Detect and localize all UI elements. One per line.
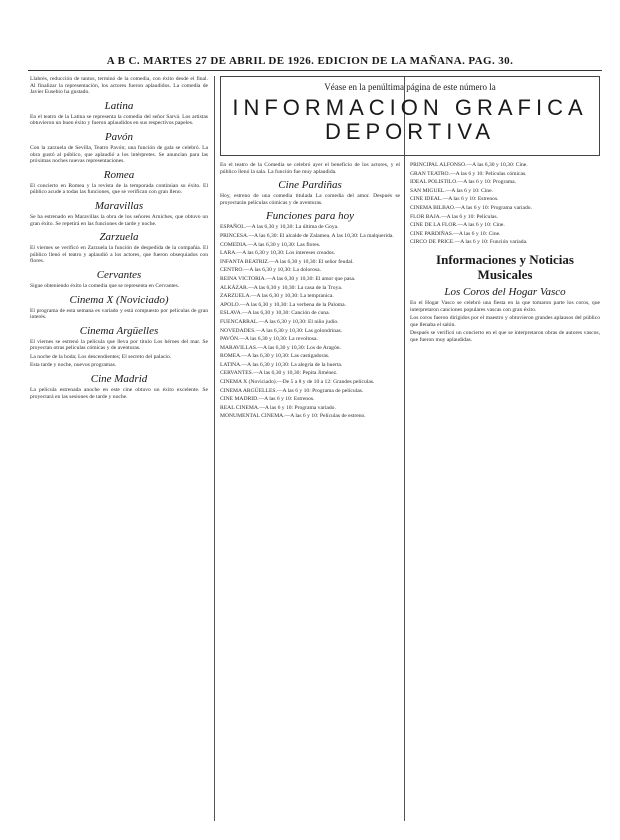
column-divider-left: [214, 76, 215, 821]
banner-title-line1: INFORMACION GRAFICA: [232, 95, 588, 120]
article-paragraph: ROMEA.—A las 6,30 y 10,30: Las castigadoras.: [220, 353, 330, 360]
article-paragraph: CERVANTES.—A las 6,30 y 10,30: Pepita Jiménez.: [220, 370, 338, 377]
article-section: [30, 269, 208, 290]
article-paragraph: SAN MIGUEL.—A las 6 y 10: Cine.: [410, 187, 493, 194]
article-paragraph: LATINA.—A las 6,30 y 10,30: La alegría de la huerta.: [220, 361, 343, 368]
section-title: Cinema Argüelles: [79, 324, 159, 337]
sports-banner: [220, 76, 600, 156]
article-section: [220, 162, 400, 175]
article-paragraph: CINEMA BILBAO.—A las 6 y 10: Programa variado.: [410, 204, 532, 211]
article-paragraph: ALKÁZAR.—A las 6,30 y 10,30: La casa de la Troya.: [220, 284, 343, 291]
article-paragraph: La noche de la boda; Los descendientes; El secreto del palacio.: [30, 353, 172, 360]
article-paragraph: FUENCARRAL.—A las 6,30 y 10,30: El niño judío.: [220, 318, 339, 325]
article-paragraph: CINE IDEAL.—A las 6 y 10: Estrenos.: [410, 196, 499, 203]
section-title: Cine Pardiñas: [278, 179, 342, 192]
section-title: Los Coros del Hogar Vasco: [444, 285, 566, 298]
section-title: Funciones para hoy: [266, 210, 354, 223]
article-paragraph: GRAN TEATRO.—A las 6 y 10: Películas cómicas.: [410, 170, 527, 177]
article-paragraph: CINEMA ARGÜELLES.—A las 6 y 10: Programa de películas.: [220, 387, 364, 394]
section-title: Informaciones y Noticias Musicales: [436, 251, 574, 282]
article-section: [30, 100, 208, 127]
article-paragraph: En el teatro de la Comedia se celebró ayer el beneficio de los actores, y el público llenó la sala. La función fue muy aplaudida.: [220, 162, 400, 175]
article-paragraph: Llabrés, reducción de tantos, terminó de la comedia, con éxito desde el final. Al finalizar la representación, los actores fueron aplaudidos. La comedia de Javier Eusebio ha gustado.: [30, 76, 208, 96]
article-paragraph: MARAVILLAS.—A las 6,30 y 10,30: Los de Aragón.: [220, 344, 341, 351]
article-paragraph: CIRCO DE PRICE.—A las 6 y 10: Función variada.: [410, 239, 528, 246]
article-paragraph: En el teatro de la Latina se representa la comedia del señor Sarvá. Los artistas obtuvieron un buen éxito y fueron aplaudidos en sus respectivos papeles.: [30, 113, 208, 127]
article-paragraph: Sigue obteniendo éxito la comedia que se representa en Cervantes.: [30, 282, 180, 289]
article-section: [30, 169, 208, 196]
article-paragraph: El viernes se verificó en Zarzuela la función de despedida de la compañía. El público llenó el teatro y aplaudió a los actores, que fueron obsequiados con flores.: [30, 245, 208, 265]
article-section: [30, 373, 208, 400]
article-paragraph: Con la zarzuela de Sevilla, Teatro Pavón; una función de gala se celebró. La obra gustó al público, que aplaudió a los intérpretes. Se anuncian para las próximas noches nuevas representaciones.: [30, 144, 208, 165]
banner-subtitle: Véase en la penúltima página de este número la: [324, 82, 496, 92]
article-paragraph: NOVEDADES.—A las 6,30 y 10,30: Las golondrinas.: [220, 327, 343, 334]
article-section: [30, 325, 208, 369]
article-section: [30, 231, 208, 265]
article-paragraph: El concierto en Romea y la revista de la temporada continúan su éxito. El público acude a todas las funciones, que se verifican con gran lleno.: [30, 182, 208, 196]
article-paragraph: En el Hogar Vasco se celebró una fiesta en la que tomaron parte los coros, que interpretaron canciones populares vascas con gran éxito.: [410, 299, 600, 313]
article-paragraph: CINE PARDIÑAS.—A las 6 y 10: Cine.: [410, 230, 501, 237]
article-paragraph: LARA.—A las 6,30 y 10,30: Los intereses creados.: [220, 250, 336, 257]
article-section: [30, 294, 208, 321]
article-paragraph: COMEDIA.—A las 6,30 y 10,30: Las flores.: [220, 241, 321, 248]
article-section: [410, 286, 600, 344]
article-paragraph: La película estrenada anoche en este cine obtuvo un éxito excelente. Se proyectará en las sesiones de tarde y noche.: [30, 387, 208, 400]
article-section: [30, 76, 208, 96]
page-header: A B C. MARTES 27 DE ABRIL DE 1926. EDICION DE LA MAÑANA. PAG. 30.: [106, 55, 514, 67]
article-paragraph: CINEMA X (Noviciado).—De 5 a 8 y de 10 a 12: Grandes películas.: [220, 379, 375, 386]
article-paragraph: PRINCIPAL ALFONSO.—A las 6,30 y 10,30: Cine.: [410, 162, 528, 168]
banner-title-line2: DEPORTIVA: [324, 119, 496, 144]
section-title: Cinema X (Noviciado): [69, 293, 169, 306]
article-paragraph: El programa de esta semana es variado y está compuesto por películas de gran interés.: [30, 307, 208, 321]
article-paragraph: Se ha estrenado en Maravillas la obra de los señores Arniches, que obtuvo un gran éxito. Se repetirá en las funciones de tarde y noche.: [30, 213, 208, 227]
article-paragraph: APOLO.—A las 6,30 y 10,30: La verbena de la Paloma.: [220, 301, 346, 308]
article-paragraph: El viernes se estrenó la película que lleva por título Los héroes del mar. Se proyectan otras películas cómicas y de aventuras.: [30, 338, 208, 352]
article-paragraph: ESPAÑOL.—A las 6,30 y 10,30: La última de Goya.: [220, 224, 339, 231]
article-section: [410, 252, 600, 282]
article-paragraph: Hoy, estreno de una comedia titulada La comedia del amor. Después se proyectarán películas cómicas y de aventuras.: [220, 193, 400, 206]
article-paragraph: PRINCESA.—A las 6,30: El alcalde de Zalamea. A las 10,30: La malquerida.: [220, 232, 394, 239]
article-section: [30, 131, 208, 165]
article-section: [30, 200, 208, 227]
article-paragraph: INFANTA BEATRIZ.—A las 6,30 y 10,30: El señor feudal.: [220, 258, 354, 265]
article-paragraph: FLOR BAJA.—A las 6 y 10: Películas.: [410, 213, 498, 220]
article-paragraph: CINE MADRID.—A las 6 y 10: Estrenos.: [220, 396, 315, 403]
article-paragraph: ESLAVA.—A las 6,30 y 10,30: Canción de cuna.: [220, 310, 330, 317]
right-column: [410, 162, 600, 826]
column-divider-right: [404, 76, 405, 821]
header-rule: [28, 70, 602, 71]
article-paragraph: PAVÓN.—A las 6,30 y 10,30: La revoltosa.: [220, 336, 318, 343]
article-paragraph: REAL CINEMA.—A las 6 y 10: Programa variado.: [220, 404, 336, 411]
article-paragraph: REINA VICTORIA.—A las 6,30 y 10,30: El amor que pasa.: [220, 275, 356, 282]
article-paragraph: Esta tarde y noche, nuevos programas.: [30, 362, 117, 369]
section-title: Zarzuela: [99, 231, 139, 244]
article-paragraph: CINE DE LA FLOR.—A las 6 y 10: Cine.: [410, 222, 505, 229]
section-title: Pavón: [104, 130, 134, 143]
article-paragraph: Después se verificó un concierto en el que se interpretaron obras de autores vascos, que fueron muy aplaudidas.: [410, 330, 600, 343]
article-paragraph: MONUMENTAL CINEMA.—A las 6 y 10: Películas de estreno.: [220, 413, 366, 420]
section-title: Cervantes: [96, 268, 142, 281]
section-title: Maravillas: [94, 199, 144, 212]
middle-column: [220, 162, 400, 826]
article-section: [220, 179, 400, 206]
left-column: [30, 76, 208, 826]
article-section: [410, 162, 600, 246]
article-paragraph: ZARZUELA.—A las 6,30 y 10,30: La tempranica.: [220, 293, 334, 300]
article-section: [220, 210, 400, 420]
article-paragraph: Los coros fueron dirigidos por el maestro y obtuvieron grandes aplausos del público que llenaba el salón.: [410, 315, 600, 328]
article-paragraph: IDEAL POLISTILO.—A las 6 y 10: Programa.: [410, 179, 517, 186]
section-title: Romea: [103, 168, 135, 181]
section-title: Cine Madrid: [90, 373, 148, 386]
section-title: Latina: [104, 99, 134, 112]
article-paragraph: CENTRO.—A las 6,30 y 10,30: La dolorosa.: [220, 267, 321, 274]
